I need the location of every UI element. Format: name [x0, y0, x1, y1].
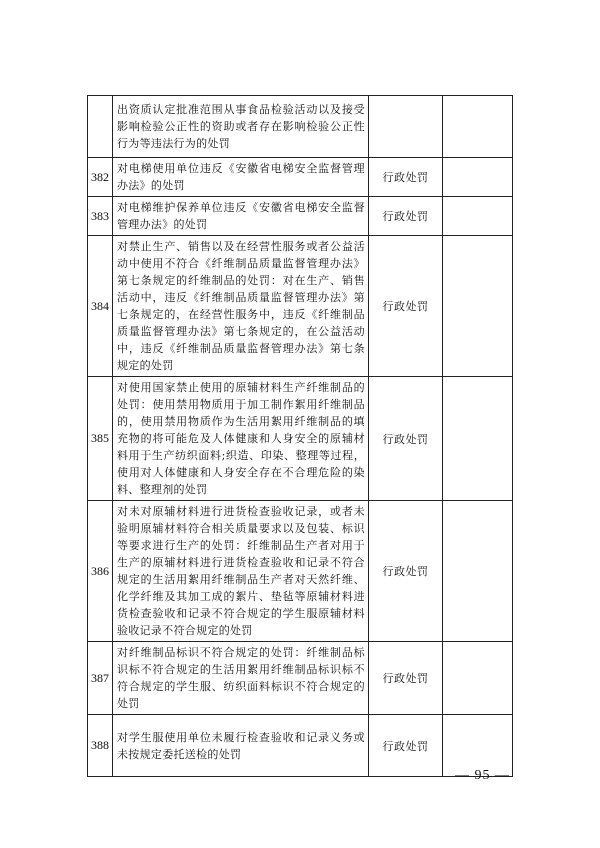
item-remark: [443, 377, 513, 501]
item-number: 388: [88, 715, 113, 777]
item-description: 对禁止生产、销售以及在经营性服务或者公益活动中使用不符合《纤维制品质量监督管理办法》第七条规定的纤维制品的处罚：对在生产、销售活动中，违反《纤维制品质量监督管理办法》第七条规定的，在经营性服务中，违反《纤维制品质量监督管理办法》第七条规定的，在公益活动中，违反《纤维制品质量监督管理办法》第七条规定的处罚: [113, 236, 369, 377]
item-number: 382: [88, 158, 113, 197]
item-description: 对电梯维护保养单位违反《安徽省电梯安全监督管理办法》的处罚: [113, 197, 369, 236]
table-row: [88, 158, 513, 197]
table-row: [88, 236, 513, 377]
item-category: 行政处罚: [369, 715, 443, 777]
item-remark: [443, 96, 513, 158]
table-row: [88, 642, 513, 715]
item-remark: [443, 158, 513, 197]
item-description: 对未对原辅材料进行进货检查验收记录，或者未验明原辅材料符合相关质量要求以及包装、标识等要求进行生产的处罚：纤维制品生产者对用于生产的原辅材料进行进货检查验收和记录不符合规定的生活用絮用纤维制品生产者对天然纤维、化学纤维及其加工成的絮片、垫毡等原辅材料进货检查验收和记录不符合规定的学生服原辅材料验收记录不符合规定的处罚: [113, 501, 369, 642]
item-category: [369, 96, 443, 158]
page-number: — 95 —: [455, 768, 510, 783]
item-description: 对使用国家禁止使用的原辅材料生产纤维制品的处罚：使用禁用物质用于加工制作絮用纤维制品的，使用禁用物质作为生活用絮用纤维制品的填充物的将可能危及人体健康和人身安全的原辅材料用于生产纺织面料;织造、印染、整理等过程，使用对人体健康和人身安全存在不合理危险的染料、整理剂的处罚: [113, 377, 369, 501]
table-row: [88, 501, 513, 642]
item-number: 387: [88, 642, 113, 715]
item-category: 行政处罚: [369, 236, 443, 377]
table-row: [88, 197, 513, 236]
penalty-items-table: [87, 95, 513, 777]
item-remark: [443, 501, 513, 642]
item-category: 行政处罚: [369, 197, 443, 236]
table-row: [88, 377, 513, 501]
table-row: [88, 96, 513, 158]
item-description: 对电梯使用单位违反《安徽省电梯安全监督管理办法》的处罚: [113, 158, 369, 197]
item-category: 行政处罚: [369, 501, 443, 642]
item-remark: [443, 642, 513, 715]
item-number: 386: [88, 501, 113, 642]
item-remark: [443, 236, 513, 377]
item-category: 行政处罚: [369, 158, 443, 197]
item-description: 对纤维制品标识不符合规定的处罚：纤维制品标识标不符合规定的生活用絮用纤维制品标识标不符合规定的学生服、纺织面料标识不符合规定的处罚: [113, 642, 369, 715]
item-number: 383: [88, 197, 113, 236]
item-number: 385: [88, 377, 113, 501]
item-category: 行政处罚: [369, 377, 443, 501]
item-description: 出资质认定批准范围从事食品检验活动以及接受影响检验公正性的资助或者存在影响检验公正性行为等违法行为的处罚: [113, 96, 369, 158]
item-category: 行政处罚: [369, 642, 443, 715]
item-number: [88, 96, 113, 158]
item-remark: [443, 197, 513, 236]
item-number: 384: [88, 236, 113, 377]
table-row: [88, 715, 513, 777]
item-description: 对学生服使用单位未履行检查验收和记录义务或未按规定委托送检的处罚: [113, 715, 369, 777]
